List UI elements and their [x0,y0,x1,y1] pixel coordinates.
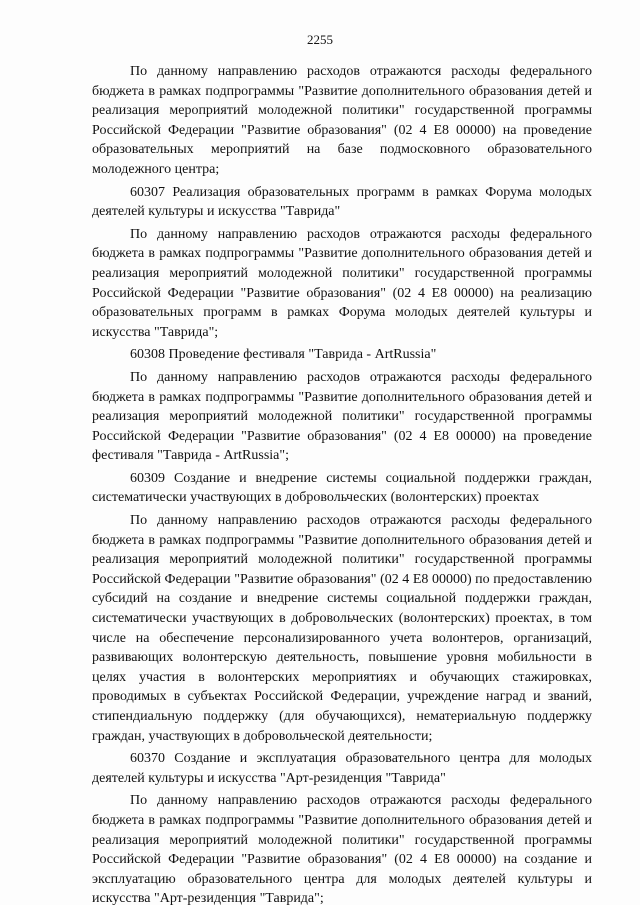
page-number: 2255 [307,32,333,47]
paragraph-expense-description: По данному направлению расходов отражаются расходы федерального бюджета в рамках подпрограммы "Развитие дополнительного образования детей и реализация мероприятий молодежной политики" государственной программы Российской Федерации "Развитие образования" (02 4 Е8 00000) по предоставлению субсидий на создание и внедрение системы социальной поддержки граждан, систематически участвующих в добровольческих (волонтерских) проектах, в том числе на обеспечение персонализированного учета волонтеров, организаций, развивающих волонтерскую деятельность, повышение уровня мобильности в целях участия в волонтерских мероприятиях и обучающих стажировках, проводимых в субъектах Российской Федерации, учреждение наград и званий, стипендиальную поддержку (для обучающихся), нематериальную поддержку граждан, участвующих в добровольческой деятельности; [92,513,592,744]
paragraph-code-60307: 60307 Реализация образовательных программ в рамках Форума молодых деятелей культуры и искусства "Таврида" [92,184,592,220]
paragraph-expense-description: По данному направлению расходов отражаются расходы федерального бюджета в рамках подпрограммы "Развитие дополнительного образования детей и реализация мероприятий молодежной политики" государственной программы Российской Федерации "Развитие образования" (02 4 Е8 00000) на реализацию образовательных программ в рамках Форума молодых деятелей культуры и искусства "Таврида"; [92,226,592,340]
paragraph-code-60309: 60309 Создание и внедрение системы социальной поддержки граждан, систематически участвующих в добровольческих (волонтерских) проектах [92,470,592,506]
paragraph-expense-description: По данному направлению расходов отражаются расходы федерального бюджета в рамках подпрограммы "Развитие дополнительного образования детей и реализация мероприятий молодежной политики" государственной программы Российской Федерации "Развитие образования" (02 4 Е8 00000) на проведение фестиваля "Таврида - ArtRussia"; [92,369,592,464]
paragraph-expense-description: По данному направлению расходов отражаются расходы федерального бюджета в рамках подпрограммы "Развитие дополнительного образования детей и реализация мероприятий молодежной политики" государственной программы Российской Федерации "Развитие образования" (02 4 Е8 00000) на проведение образовательных мероприятий на базе подмосковного образовательного молодежного центра; [92,64,592,177]
document-body [92,62,592,912]
paragraph-code-60370: 60370 Создание и эксплуатация образовательного центра для молодых деятелей культуры и искусства "Арт-резиденция "Таврида" [92,751,592,786]
paragraph-code-60308: 60308 Проведение фестиваля "Таврида - ArtRussia" [130,347,437,363]
paragraph-expense-description: По данному направлению расходов отражаются расходы федерального бюджета в рамках подпрограммы "Развитие дополнительного образования детей и реализация мероприятий молодежной политики" государственной программы Российской Федерации "Развитие образования" (02 4 Е8 00000) на создание и эксплуатацию образовательного центра для молодых деятелей культуры и искусства "Арт-резиденция "Таврида"; [92,793,592,907]
